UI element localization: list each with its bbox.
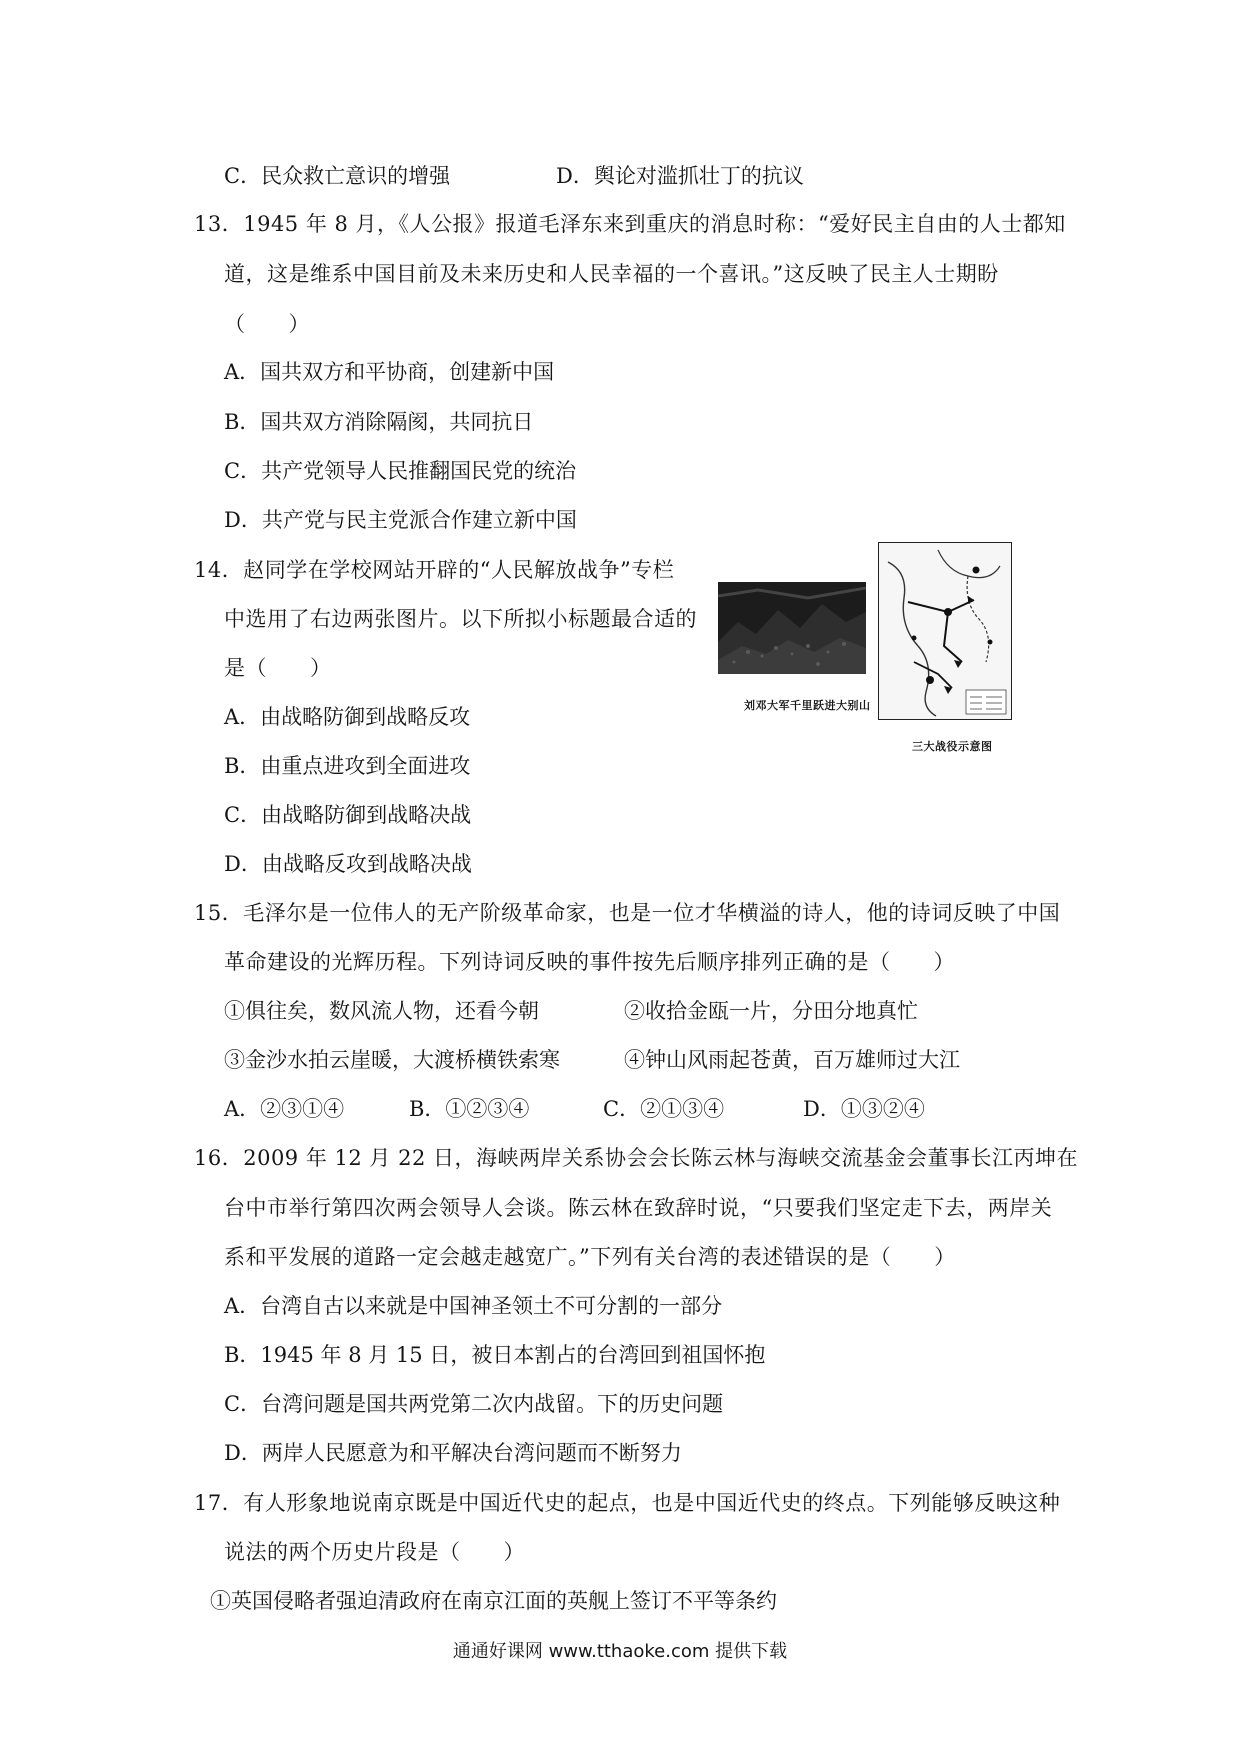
q15-stem-line1: 15．毛泽尔是一位伟人的无产阶级革命家，也是一位才华横溢的诗人，他的诗词反映了中国 [194,901,1061,925]
q14-option-b: B．由重点进攻到全面进攻 [224,754,471,778]
q12-option-c: C．民众救亡意识的增强 [224,164,451,188]
q16-stem-line3: 系和平发展的道路一定会越走越宽广。”下列有关台湾的表述错误的是（ ） [224,1245,956,1269]
q17-item-1: ①英国侵略者强迫清政府在南京江面的英舰上签订不平等条约 [210,1589,777,1613]
q14-option-c: C．由战略防御到战略决战 [224,803,472,827]
q15-poem-1: ①俱往矣，数风流人物，还看今朝 [224,999,539,1023]
q13-stem-line1: 13．1945 年 8 月，《人公报》报道毛泽东来到重庆的消息时称：“爱好民主自由的人士都知 [194,212,1066,236]
q15-poem-3: ③金沙水拍云崖暖，大渡桥横铁索寒 [224,1048,560,1072]
q15-poem-4: ④钟山风雨起苍黄，百万雄师过大江 [624,1048,960,1072]
q13-option-b: B．国共双方消除隔阂，共同抗日 [224,410,534,434]
q17-stem-line1: 17．有人形象地说南京既是中国近代史的起点，也是中国近代史的终点。下列能够反映这种 [194,1491,1061,1515]
q15-option-b: B．①②③④ [409,1097,530,1121]
q15-poem-2: ②收拾金瓯一片，分田分地真忙 [624,999,918,1023]
q13-option-d: D．共产党与民主党派合作建立新中国 [224,508,577,532]
q13-stem-line2: 道，这是维系中国目前及未来历史和人民幸福的一个喜讯。”这反映了民主人士期盼 [224,262,999,286]
q14-option-a: A．由战略防御到战略反攻 [224,705,471,729]
q16-option-d: D．两岸人民愿意为和平解决台湾问题而不断努力 [224,1441,682,1465]
page-footer: 通通好课网 www.tthaoke.com 提供下载 [452,1641,788,1662]
q15-stem-line2: 革命建设的光辉历程。下列诗词反映的事件按先后顺序排列正确的是（ ） [224,950,955,974]
q13-option-c: C．共产党领导人民推翻国民党的统治 [224,459,577,483]
q14-stem-line2: 中选用了右边两张图片。以下所拟小标题最合适的 [224,607,697,631]
q16-option-c: C．台湾问题是国共两党第二次内战留。下的历史问题 [224,1392,724,1416]
q16-stem-line2: 台中市举行第四次两会领导人会谈。陈云林在致辞时说，“只要我们坚定走下去，两岸关 [224,1196,1053,1220]
map-caption: 三大战役示意图 [912,740,993,753]
q14-stem-line1: 14．赵同学在学校网站开辟的“人民解放战争”专栏 [194,558,675,582]
q16-option-a: A．台湾自古以来就是中国神圣领土不可分割的一部分 [224,1294,723,1318]
q14-option-d: D．由战略反攻到战略决战 [224,852,472,876]
q17-stem-line2: 说法的两个历史片段是（ ） [224,1540,525,1564]
q14-answer-blank: 是（ ） [224,656,332,680]
q15-option-a: A．②③①④ [224,1097,345,1121]
photo-caption: 刘邓大军千里跃进大别山 [744,699,871,712]
q15-option-c: C．②①③④ [603,1097,725,1121]
three-campaigns-map [878,542,1012,720]
q16-stem-line1: 16．2009 年 12 月 22 日，海峡两岸关系协会会长陈云林与海峡交流基金会董事长江丙坤在 [194,1146,1078,1170]
q12-option-d: D．舆论对滥抓壮丁的抗议 [556,164,804,188]
q13-answer-blank: （ ） [224,312,310,336]
dabie-mountain-photo [718,582,866,674]
q16-option-b: B．1945 年 8 月 15 日，被日本割占的台湾回到祖国怀抱 [224,1343,766,1367]
q15-option-d: D．①③②④ [803,1097,925,1121]
q13-option-a: A．国共双方和平协商，创建新中国 [224,360,555,384]
